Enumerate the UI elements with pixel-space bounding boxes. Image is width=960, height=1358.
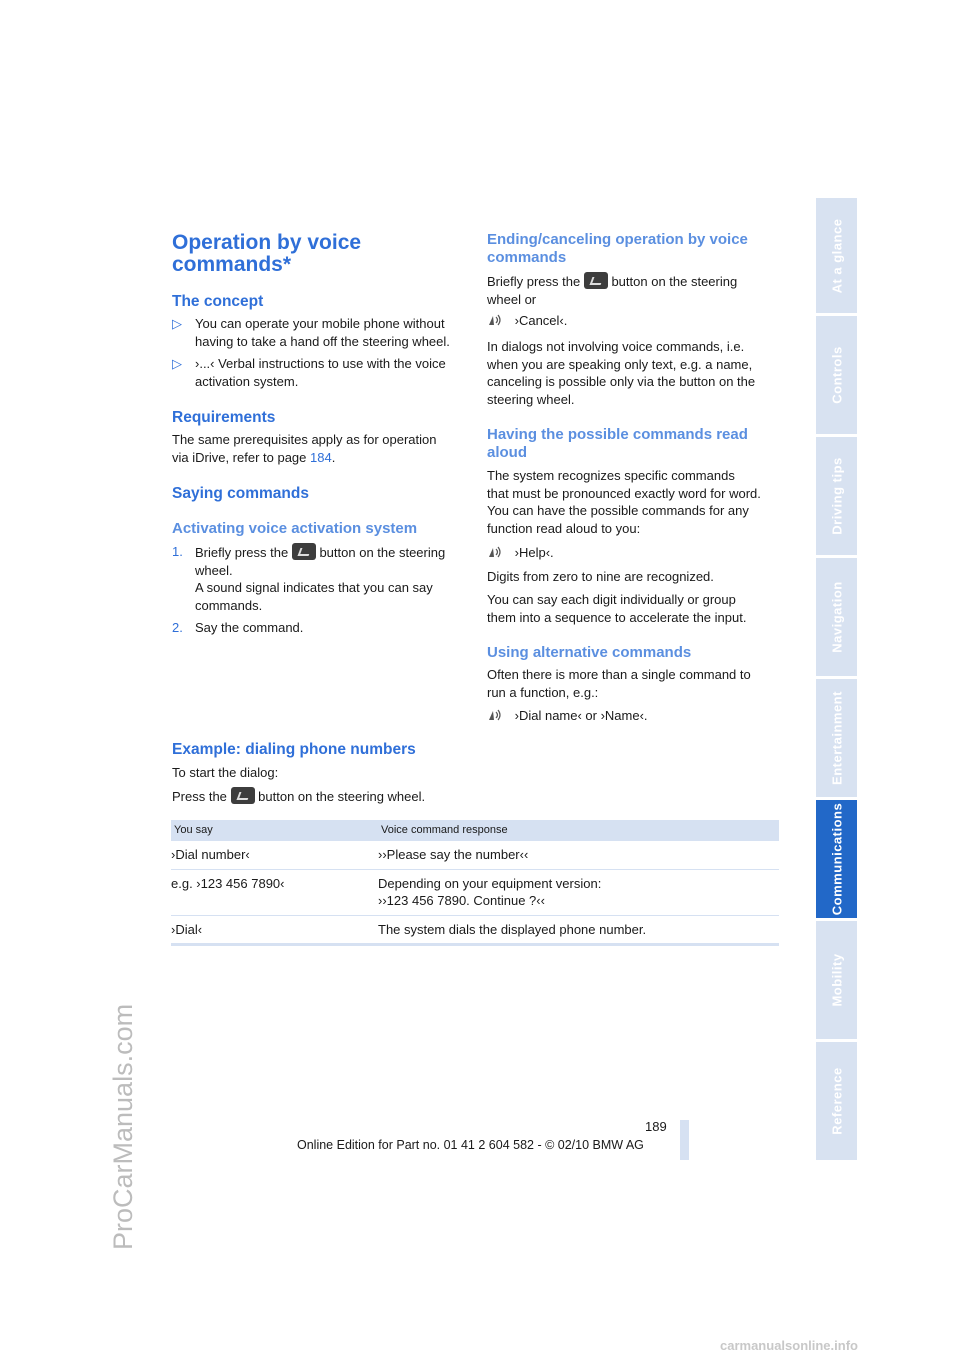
bottom-watermark: carmanualsonline.info	[720, 1338, 858, 1353]
cell-you-say: ›Dial number‹	[171, 841, 378, 869]
cell-you-say: e.g. ›123 456 7890‹	[171, 869, 378, 915]
voice-button-icon	[231, 787, 255, 804]
alternative-text: Often there is more than a single command to run a function, e.g.:	[487, 667, 751, 700]
voice-command-table	[171, 820, 779, 946]
tab-communications[interactable]: Communications	[816, 800, 857, 918]
saying-commands-heading: Saying commands	[172, 485, 309, 502]
read-aloud-heading: Having the possible commands read aloud	[487, 426, 748, 461]
read-aloud-text: The system recognizes specific commands that must be pronounced exactly word for word. You can have the possible commands for any function read aloud to you:	[487, 468, 761, 536]
table-row	[171, 915, 779, 945]
concept-bullet-1: ▷ You can operate your mobile phone without having to take a hand off the steering wheel.	[172, 316, 450, 349]
concept-heading: The concept	[172, 293, 264, 310]
alternative-heading: Using alternative commands	[487, 644, 692, 661]
header-you-say: You say	[171, 820, 378, 841]
page-title: Operation by voice commands*	[172, 231, 362, 276]
cancel-command: ›Cancel‹.	[487, 312, 567, 330]
activating-heading: Activating voice activation system	[172, 520, 418, 537]
tab-driving-tips[interactable]: Driving tips	[816, 437, 857, 555]
table-header-row	[171, 820, 779, 841]
cell-response: Depending on your equipment version: ››123 456 7890. Continue ?‹‹	[378, 869, 779, 915]
tab-mobility[interactable]: Mobility	[816, 921, 857, 1039]
tab-controls[interactable]: Controls	[816, 316, 857, 434]
watermark-text: ProCarManuals.com	[108, 1003, 138, 1250]
header-response: Voice command response	[378, 820, 779, 841]
example-text-2: Press the button on the steering wheel.	[172, 789, 426, 804]
voice-button-icon	[584, 272, 608, 289]
cell-response: The system dials the displayed phone number.	[378, 915, 779, 945]
tab-reference[interactable]: Reference	[816, 1042, 857, 1160]
ending-heading: Ending/canceling operation by voice commands	[487, 231, 748, 266]
page-number: 189	[645, 1119, 667, 1134]
requirements-text: The same prerequisites apply as for operation via iDrive, refer to page 184.	[172, 432, 437, 465]
tab-navigation[interactable]: Navigation	[816, 558, 857, 676]
voice-command-icon	[487, 313, 503, 327]
edition-footer: Online Edition for Part no. 01 41 2 604 582 - © 02/10 BMW AG	[297, 1138, 644, 1152]
page-link-184[interactable]: 184	[310, 449, 332, 465]
cell-you-say: ›Dial‹	[171, 915, 378, 945]
step-1: 1. Briefly press the button on the steering wheel. A sound signal indicates that you can say commands.	[172, 544, 446, 613]
table-row	[171, 841, 779, 869]
step-2: 2. Say the command.	[172, 620, 304, 635]
tab-at-a-glance[interactable]: At a glance	[816, 198, 857, 313]
concept-bullet-2: ▷ ›...‹ Verbal instructions to use with the voice activation system.	[172, 356, 446, 389]
ending-text: Briefly press the button on the steering wheel or	[487, 274, 738, 307]
help-command: ›Help‹.	[487, 544, 554, 562]
voice-command-icon	[487, 545, 503, 559]
cell-response: ››Please say the number‹‹	[378, 841, 779, 869]
dialogs-text: In dialogs not involving voice commands, i.e. when you are speaking only text, e.g. a name, canceling is possible only via the button on the steering wheel.	[487, 339, 756, 407]
grouping-text: You can say each digit individually or group them into a sequence to accelerate the input.	[487, 592, 747, 625]
alternative-command: ›Dial name‹ or ›Name‹.	[487, 707, 648, 725]
page-marker-bar	[680, 1120, 689, 1160]
tab-entertainment[interactable]: Entertainment	[816, 679, 857, 797]
voice-button-icon	[292, 543, 316, 560]
digits-text: Digits from zero to nine are recognized.	[487, 569, 714, 584]
requirements-heading: Requirements	[172, 409, 276, 426]
voice-command-icon	[487, 708, 503, 722]
example-text-1: To start the dialog:	[172, 765, 279, 780]
table-row	[171, 869, 779, 915]
example-heading: Example: dialing phone numbers	[172, 741, 416, 758]
